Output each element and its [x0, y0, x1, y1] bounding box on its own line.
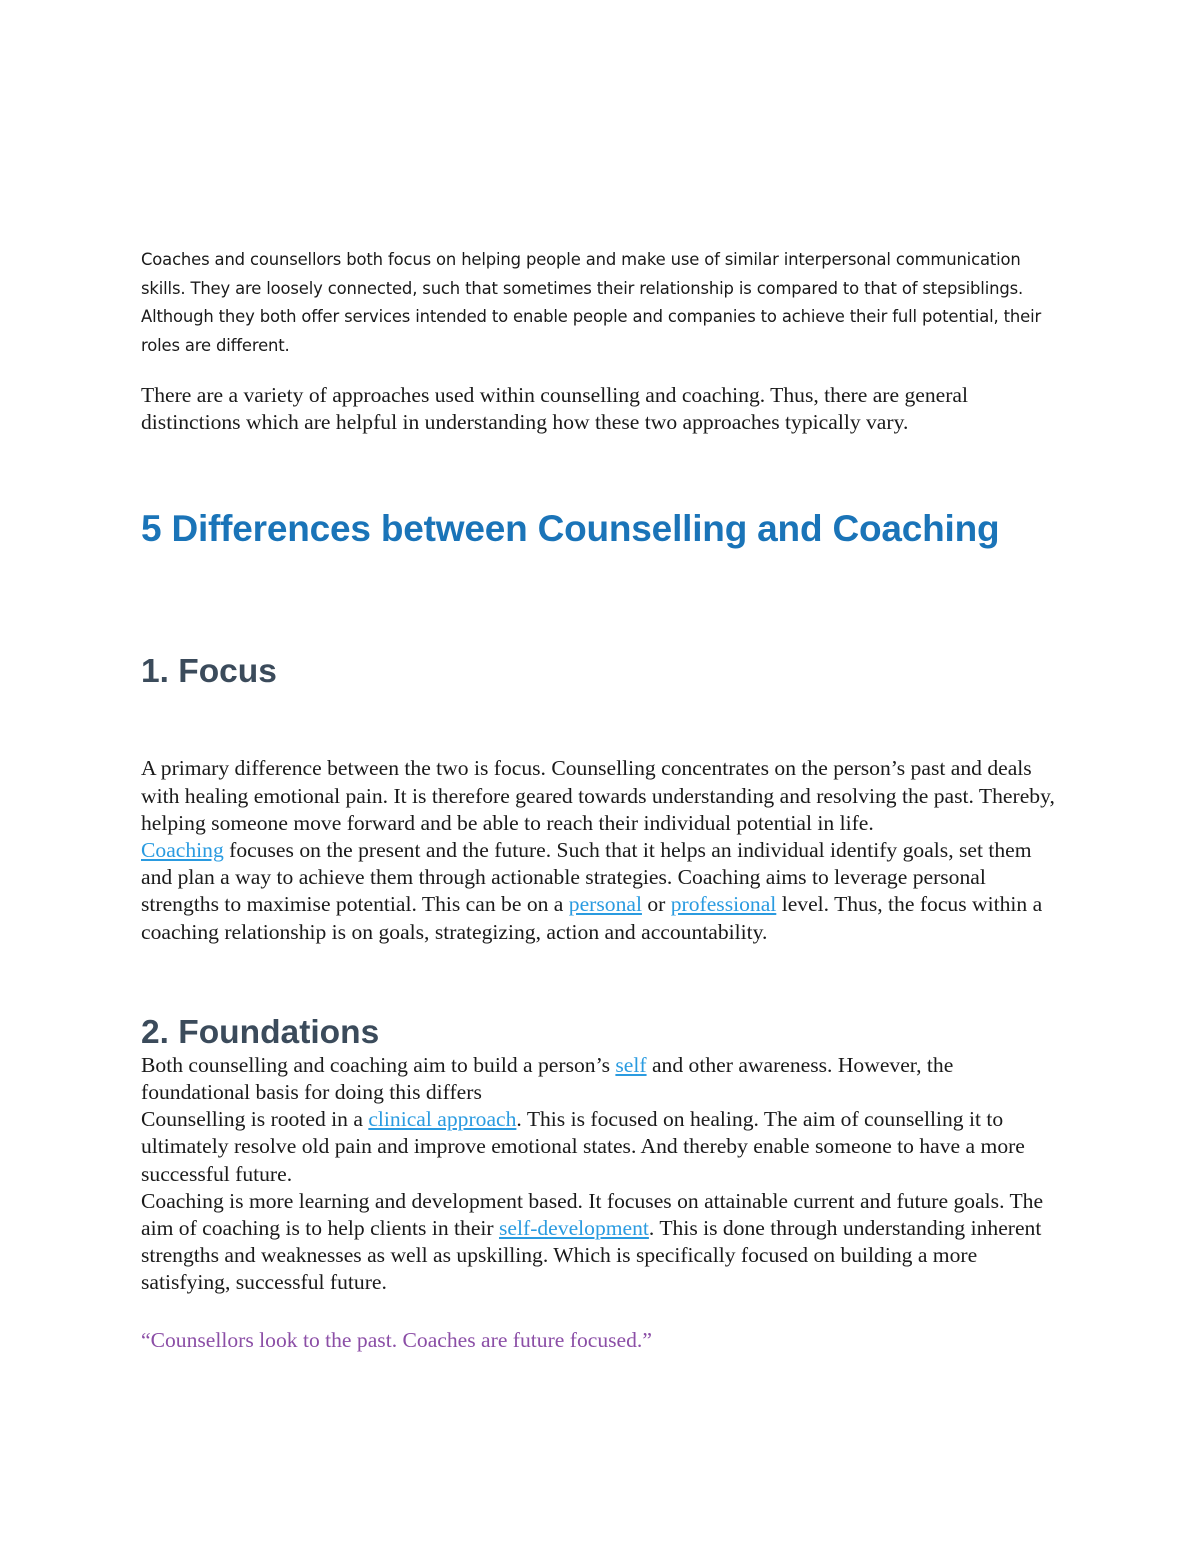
clinical-text-b: . This is focused on healing. The aim of counselling it to ultimately resolve old pain and improve emotional states. And thereby enable someone to have a more successful future. — [141, 1107, 1025, 1186]
foundations-text-b: and other awareness. However, the foundational basis for doing this differs — [141, 1052, 954, 1105]
focus-text-a: focuses on the present and the future. Such that it helps an individual identify goals, set them and plan a way to achieve them through actionable strategies. Coaching aims to leverage personal strengths to maximise potential. This can be on a — [141, 838, 1032, 917]
section-foundations-heading: 2. Foundations — [141, 1013, 380, 1051]
self-development-link[interactable]: self-development — [499, 1216, 649, 1241]
intro-paragraph: Coaches and counsellors both focus on helping people and make use of similar interpersonal communication skills. They are loosely connected, such that sometimes their relationship is compared to that of stepsiblings. Although they both offer services intended to enable people and companies to achieve their full potential, their roles are different. — [141, 250, 1042, 355]
foundations-text-a: Both counselling and coaching aim to build a person’s — [141, 1052, 616, 1077]
clinical-text-a: Counselling is rooted in a — [141, 1107, 369, 1132]
foundations-paragraph-1 — [141, 1052, 1066, 1106]
overview-paragraph: There are a variety of approaches used within counselling and coaching. Thus, there are general distinctions which are helpful in understanding how these two approaches typically vary. — [141, 383, 969, 435]
focus-paragraph-2 — [141, 837, 1066, 946]
personal-link[interactable]: personal — [568, 892, 642, 917]
focus-paragraph-1: A primary difference between the two is focus. Counselling concentrates on the person’s past and deals with healing emotional pain. It is therefore geared towards understanding and resolving the past. Thereby, helping someone move forward and be able to reach their individual potential in life. — [141, 756, 1055, 835]
foundations-paragraph-3 — [141, 1188, 1066, 1297]
coaching-link[interactable]: Coaching — [141, 838, 224, 863]
pull-quote: “Counsellors look to the past. Coaches are future focused.” — [141, 1327, 652, 1352]
section-focus-heading: 1. Focus — [141, 653, 277, 691]
self-link[interactable]: self — [615, 1052, 647, 1077]
focus-text-c: level. Thus, the focus within a coaching relationship is on goals, strategizing, action and accountability. — [141, 892, 1043, 944]
professional-link[interactable]: professional — [670, 892, 777, 917]
main-heading: 5 Differences between Counselling and Coaching — [141, 508, 1000, 550]
focus-text-b: or — [641, 892, 671, 917]
document-page — [141, 246, 1066, 1354]
foundations-paragraph-2 — [141, 1106, 1066, 1188]
selfdev-text-b: . This is done through understanding inherent strengths and weaknesses as well as upskilling. Which is specifically focused on building a more satisfying, successful future. — [141, 1216, 1042, 1295]
clinical-approach-link[interactable]: clinical approach — [368, 1107, 517, 1132]
selfdev-text-a: Coaching is more learning and development based. It focuses on attainable current and future goals. The aim of coaching is to help clients in their — [141, 1188, 1044, 1241]
